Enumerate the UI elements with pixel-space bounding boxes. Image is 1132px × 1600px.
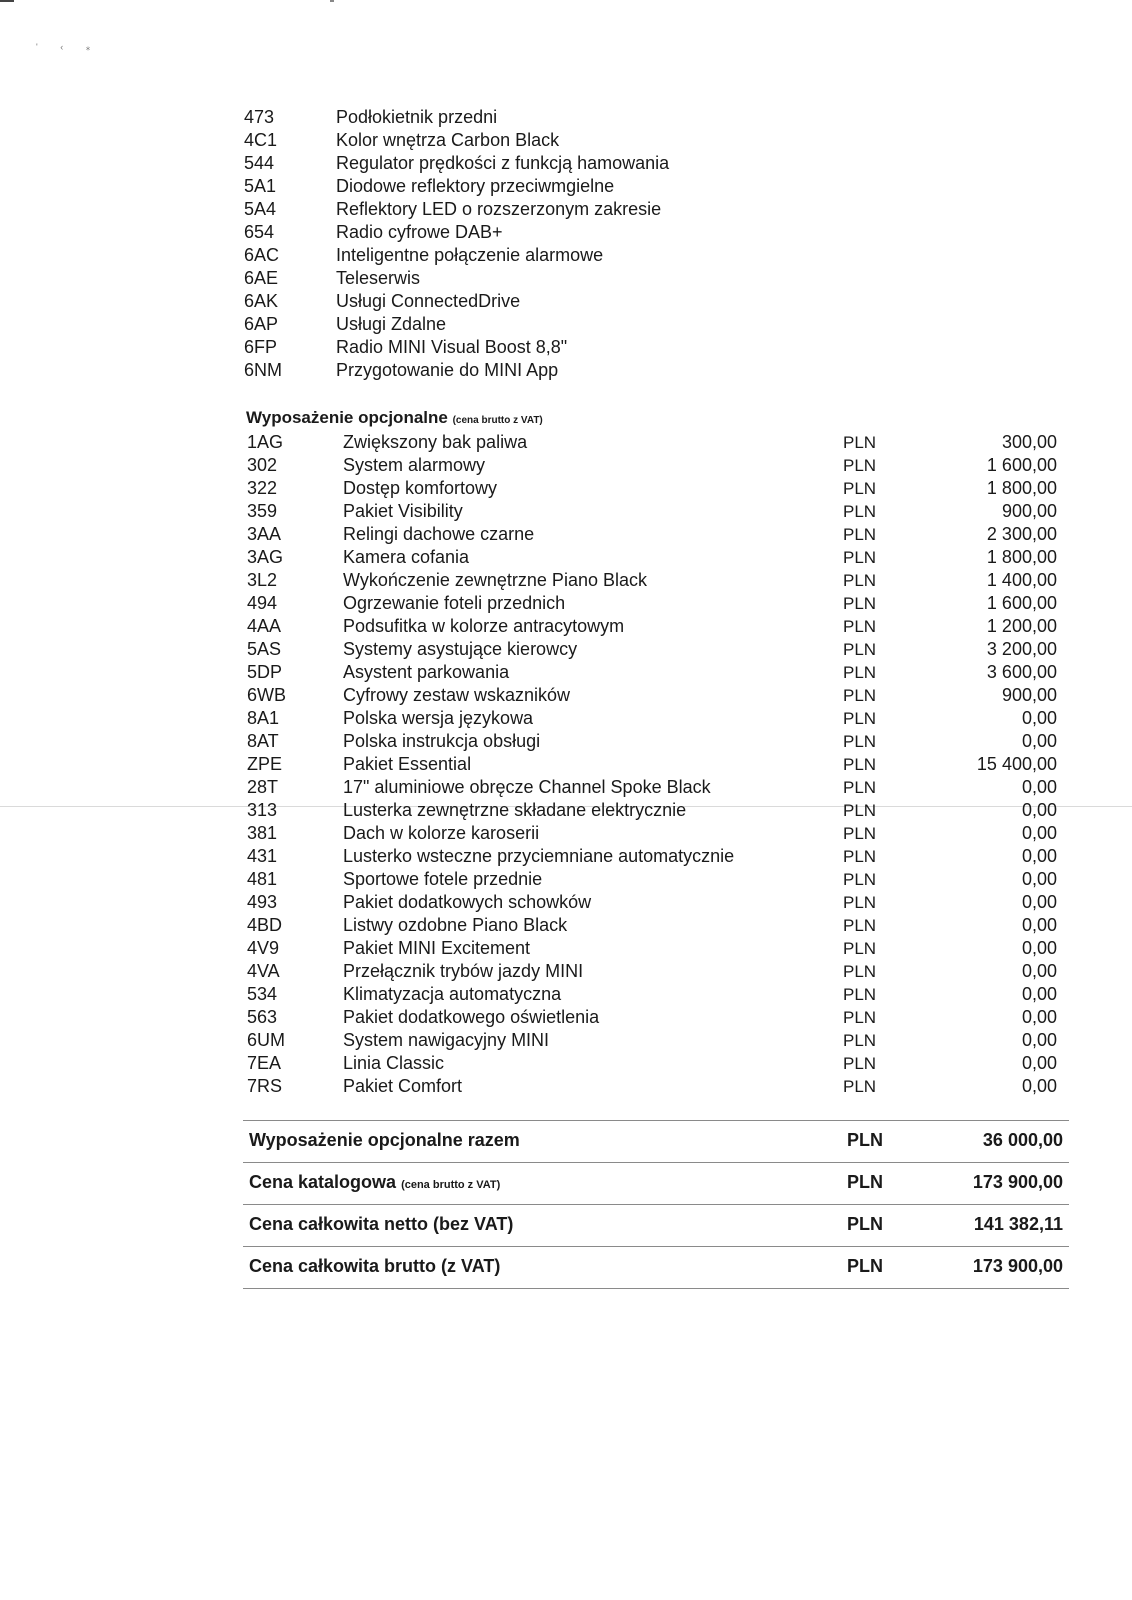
- currency-label: PLN: [847, 1172, 883, 1192]
- equipment-name: Przygotowanie do MINI App: [336, 360, 559, 380]
- equipment-name: Dostęp komfortowy: [343, 478, 498, 498]
- equipment-price: 3 200,00: [986, 639, 1057, 659]
- equipment-code: 5A1: [244, 176, 277, 196]
- equipment-price: 0,00: [1021, 1007, 1057, 1027]
- equipment-code: 7EA: [247, 1053, 282, 1073]
- currency-label: PLN: [843, 847, 877, 866]
- optional-heading-title: Wyposażenie opcjonalne: [246, 408, 448, 427]
- equipment-name: Pakiet dodatkowego oświetlenia: [343, 1007, 600, 1027]
- totals-label-text: Cena katalogowa: [249, 1172, 397, 1192]
- currency-label: PLN: [843, 479, 877, 498]
- equipment-price: 15 400,00: [976, 754, 1057, 774]
- currency-label: PLN: [843, 732, 877, 751]
- equipment-name: Pakiet dodatkowych schowków: [343, 892, 592, 912]
- optional-equipment-row: [247, 431, 1067, 454]
- equipment-code: 313: [247, 800, 278, 820]
- currency-label: PLN: [843, 939, 877, 958]
- optional-equipment-row: [247, 707, 1067, 730]
- equipment-code: 322: [247, 478, 278, 498]
- equipment-name: Regulator prędkości z funkcją hamowania: [336, 153, 670, 173]
- currency-label: PLN: [843, 1077, 877, 1096]
- equipment-price: 0,00: [1021, 846, 1057, 866]
- standard-equipment-row: [244, 221, 764, 244]
- optional-equipment-row: [247, 615, 1067, 638]
- currency-label: PLN: [843, 456, 877, 475]
- optional-equipment-row: [247, 1029, 1067, 1052]
- optional-equipment-row: [247, 454, 1067, 477]
- totals-label: [243, 1247, 847, 1288]
- equipment-code: 654: [244, 222, 275, 242]
- equipment-name: Cyfrowy zestaw wskazników: [343, 685, 571, 705]
- standard-equipment-row: [244, 336, 764, 359]
- totals-table: [243, 1120, 1069, 1289]
- totals-price: 141 382,11: [973, 1214, 1063, 1234]
- equipment-code: 4BD: [247, 915, 283, 935]
- equipment-price: 0,00: [1021, 708, 1057, 728]
- equipment-price: 900,00: [1001, 685, 1057, 705]
- equipment-name: Pakiet MINI Excitement: [343, 938, 531, 958]
- standard-equipment-row: [244, 244, 764, 267]
- totals-label-text: Cena całkowita brutto (z VAT): [249, 1256, 501, 1276]
- standard-equipment-row: [244, 313, 764, 336]
- currency-label: PLN: [847, 1130, 883, 1150]
- optional-equipment-row: [247, 937, 1067, 960]
- equipment-price: 0,00: [1021, 915, 1057, 935]
- equipment-price: 300,00: [1001, 432, 1057, 452]
- currency-label: PLN: [843, 594, 877, 613]
- equipment-code: 4C1: [244, 130, 278, 150]
- equipment-code: 544: [244, 153, 275, 173]
- equipment-code: 381: [247, 823, 278, 843]
- totals-price: 173 900,00: [972, 1172, 1063, 1192]
- equipment-name: Podsufitka w kolorze antracytowym: [343, 616, 625, 636]
- equipment-code: 6AK: [244, 291, 279, 311]
- equipment-code: 8AT: [247, 731, 279, 751]
- optional-equipment-row: [247, 960, 1067, 983]
- standard-equipment-row: [244, 106, 764, 129]
- equipment-name: Pakiet Comfort: [343, 1076, 463, 1096]
- equipment-name: Lusterko wsteczne przyciemniane automatycznie: [343, 846, 735, 866]
- equipment-code: 481: [247, 869, 278, 889]
- optional-equipment-row: [247, 500, 1067, 523]
- totals-row: [243, 1120, 1069, 1163]
- currency-label: PLN: [843, 824, 877, 843]
- equipment-name: Linia Classic: [343, 1053, 445, 1073]
- equipment-price: 1 600,00: [986, 593, 1057, 613]
- equipment-price: 1 800,00: [986, 547, 1057, 567]
- equipment-code: ZPE: [247, 754, 283, 774]
- optional-equipment-row: [247, 845, 1067, 868]
- equipment-price: 0,00: [1021, 938, 1057, 958]
- equipment-name: Kolor wnętrza Carbon Black: [336, 130, 560, 150]
- totals-label: [243, 1163, 847, 1204]
- currency-label: PLN: [843, 962, 877, 981]
- standard-equipment-list: [244, 106, 764, 382]
- currency-label: PLN: [843, 1008, 877, 1027]
- equipment-code: 302: [247, 455, 278, 475]
- equipment-price: 0,00: [1021, 823, 1057, 843]
- equipment-price: 0,00: [1021, 892, 1057, 912]
- optional-equipment-row: [247, 1006, 1067, 1029]
- equipment-name: Reflektory LED o rozszerzonym zakresie: [336, 199, 662, 219]
- equipment-code: 28T: [247, 777, 279, 797]
- equipment-name: Asystent parkowania: [343, 662, 510, 682]
- scan-marks: ' ‹ ⁎: [36, 42, 101, 52]
- equipment-code: 3AG: [247, 547, 284, 567]
- totals-price: 173 900,00: [972, 1256, 1063, 1276]
- equipment-code: 4VA: [247, 961, 280, 981]
- currency-label: PLN: [843, 433, 877, 452]
- currency-label: PLN: [847, 1256, 883, 1276]
- equipment-name: Pakiet Essential: [343, 754, 472, 774]
- equipment-code: 5DP: [247, 662, 283, 682]
- currency-label: PLN: [843, 640, 877, 659]
- equipment-code: 6NM: [244, 360, 283, 380]
- totals-label-text: Cena całkowita netto (bez VAT): [249, 1214, 514, 1234]
- optional-heading-note: (cena brutto z VAT): [452, 415, 543, 426]
- equipment-name: Polska wersja językowa: [343, 708, 534, 728]
- equipment-name: System alarmowy: [343, 455, 486, 475]
- currency-label: PLN: [843, 916, 877, 935]
- equipment-name: Radio MINI Visual Boost 8,8": [336, 337, 568, 357]
- equipment-code: 8A1: [247, 708, 280, 728]
- equipment-name: Lusterka zewnętrzne składane elektrycznie: [343, 800, 687, 820]
- equipment-name: Diodowe reflektory przeciwmgielne: [336, 176, 615, 196]
- equipment-name: Podłokietnik przedni: [336, 107, 498, 127]
- optional-equipment-row: [247, 799, 1067, 822]
- optional-equipment-row: [247, 684, 1067, 707]
- standard-equipment-row: [244, 129, 764, 152]
- equipment-name: Wykończenie zewnętrzne Piano Black: [343, 570, 647, 590]
- currency-label: PLN: [847, 1214, 883, 1234]
- equipment-code: 3L2: [247, 570, 278, 590]
- scan-artifact-dot: [330, 0, 334, 2]
- currency-label: PLN: [843, 663, 877, 682]
- totals-price: 36 000,00: [982, 1130, 1063, 1150]
- totals-row: [243, 1247, 1069, 1289]
- equipment-price: 0,00: [1021, 731, 1057, 751]
- optional-equipment-row: [247, 891, 1067, 914]
- equipment-code: 1AG: [247, 432, 284, 452]
- scan-artifact-line: [0, 0, 14, 2]
- totals-label: [243, 1205, 847, 1246]
- equipment-name: Inteligentne połączenie alarmowe: [336, 245, 604, 265]
- equipment-code: 6WB: [247, 685, 287, 705]
- currency-label: PLN: [843, 801, 877, 820]
- equipment-name: Relingi dachowe czarne: [343, 524, 535, 544]
- equipment-name: Listwy ozdobne Piano Black: [343, 915, 568, 935]
- equipment-name: Sportowe fotele przednie: [343, 869, 543, 889]
- equipment-price: 0,00: [1021, 961, 1057, 981]
- optional-equipment-row: [247, 730, 1067, 753]
- equipment-price: 1 400,00: [986, 570, 1057, 590]
- standard-equipment-row: [244, 175, 764, 198]
- equipment-price: 0,00: [1021, 1030, 1057, 1050]
- equipment-code: 473: [244, 107, 275, 127]
- equipment-price: 900,00: [1001, 501, 1057, 521]
- equipment-price: 0,00: [1021, 1076, 1057, 1096]
- optional-equipment-row: [247, 1052, 1067, 1075]
- equipment-code: 563: [247, 1007, 278, 1027]
- currency-label: PLN: [843, 525, 877, 544]
- equipment-price: 3 600,00: [986, 662, 1057, 682]
- optional-equipment-row: [247, 753, 1067, 776]
- equipment-code: 6FP: [244, 337, 278, 357]
- optional-equipment-row: [247, 983, 1067, 1006]
- currency-label: PLN: [843, 893, 877, 912]
- standard-equipment-row: [244, 152, 764, 175]
- optional-equipment-heading: [246, 408, 543, 428]
- equipment-name: Kamera cofania: [343, 547, 470, 567]
- equipment-name: Dach w kolorze karoserii: [343, 823, 540, 843]
- currency-label: PLN: [843, 1031, 877, 1050]
- equipment-code: 4V9: [247, 938, 280, 958]
- optional-equipment-row: [247, 868, 1067, 891]
- equipment-code: 3AA: [247, 524, 282, 544]
- optional-equipment-row: [247, 1075, 1067, 1098]
- totals-label-text: Wyposażenie opcjonalne razem: [249, 1130, 520, 1150]
- equipment-price: 0,00: [1021, 800, 1057, 820]
- totals-label: [243, 1121, 847, 1162]
- standard-equipment-row: [244, 290, 764, 313]
- currency-label: PLN: [843, 686, 877, 705]
- equipment-name: Zwiększony bak paliwa: [343, 432, 528, 452]
- optional-equipment-row: [247, 592, 1067, 615]
- equipment-price: 0,00: [1021, 984, 1057, 1004]
- equipment-code: 359: [247, 501, 278, 521]
- currency-label: PLN: [843, 755, 877, 774]
- equipment-price: 0,00: [1021, 1053, 1057, 1073]
- totals-row: [243, 1205, 1069, 1247]
- equipment-code: 7RS: [247, 1076, 283, 1096]
- standard-equipment-row: [244, 198, 764, 221]
- currency-label: PLN: [843, 870, 877, 889]
- equipment-name: Teleserwis: [336, 268, 421, 288]
- totals-row: [243, 1163, 1069, 1205]
- equipment-code: 4AA: [247, 616, 282, 636]
- currency-label: PLN: [843, 548, 877, 567]
- equipment-price: 0,00: [1021, 869, 1057, 889]
- equipment-code: 6AP: [244, 314, 279, 334]
- equipment-price: 1 600,00: [986, 455, 1057, 475]
- currency-label: PLN: [843, 502, 877, 521]
- equipment-name: Radio cyfrowe DAB+: [336, 222, 503, 242]
- equipment-price: 2 300,00: [986, 524, 1057, 544]
- equipment-code: 6UM: [247, 1030, 286, 1050]
- standard-equipment-row: [244, 267, 764, 290]
- equipment-code: 5AS: [247, 639, 282, 659]
- equipment-code: 534: [247, 984, 278, 1004]
- equipment-name: Klimatyzacja automatyczna: [343, 984, 562, 1004]
- currency-label: PLN: [843, 571, 877, 590]
- optional-equipment-row: [247, 523, 1067, 546]
- equipment-name: Polska instrukcja obsługi: [343, 731, 541, 751]
- equipment-name: Usługi Zdalne: [336, 314, 447, 334]
- optional-equipment-row: [247, 776, 1067, 799]
- equipment-name: Ogrzewanie foteli przednich: [343, 593, 566, 613]
- optional-equipment-row: [247, 546, 1067, 569]
- optional-equipment-list: [247, 431, 1067, 1098]
- optional-equipment-row: [247, 638, 1067, 661]
- equipment-code: 494: [247, 593, 278, 613]
- equipment-code: 431: [247, 846, 278, 866]
- standard-equipment-row: [244, 359, 764, 382]
- currency-label: PLN: [843, 985, 877, 1004]
- equipment-price: 1 800,00: [986, 478, 1057, 498]
- optional-equipment-row: [247, 914, 1067, 937]
- equipment-name: Usługi ConnectedDrive: [336, 291, 521, 311]
- equipment-code: 6AE: [244, 268, 279, 288]
- equipment-code: 6AC: [244, 245, 280, 265]
- currency-label: PLN: [843, 1054, 877, 1073]
- equipment-name: Systemy asystujące kierowcy: [343, 639, 578, 659]
- currency-label: PLN: [843, 709, 877, 728]
- currency-label: PLN: [843, 778, 877, 797]
- equipment-price: 1 200,00: [986, 616, 1057, 636]
- optional-equipment-row: [247, 477, 1067, 500]
- currency-label: PLN: [843, 617, 877, 636]
- equipment-name: System nawigacyjny MINI: [343, 1030, 550, 1050]
- equipment-price: 0,00: [1021, 777, 1057, 797]
- equipment-name: Pakiet Visibility: [343, 501, 463, 521]
- equipment-code: 5A4: [244, 199, 277, 219]
- equipment-code: 493: [247, 892, 278, 912]
- totals-label-note: (cena brutto z VAT): [401, 1179, 501, 1191]
- equipment-name: 17" aluminiowe obręcze Channel Spoke Black: [343, 777, 711, 797]
- equipment-name: Przełącznik trybów jazdy MINI: [343, 961, 584, 981]
- optional-equipment-row: [247, 822, 1067, 845]
- optional-equipment-row: [247, 661, 1067, 684]
- optional-equipment-row: [247, 569, 1067, 592]
